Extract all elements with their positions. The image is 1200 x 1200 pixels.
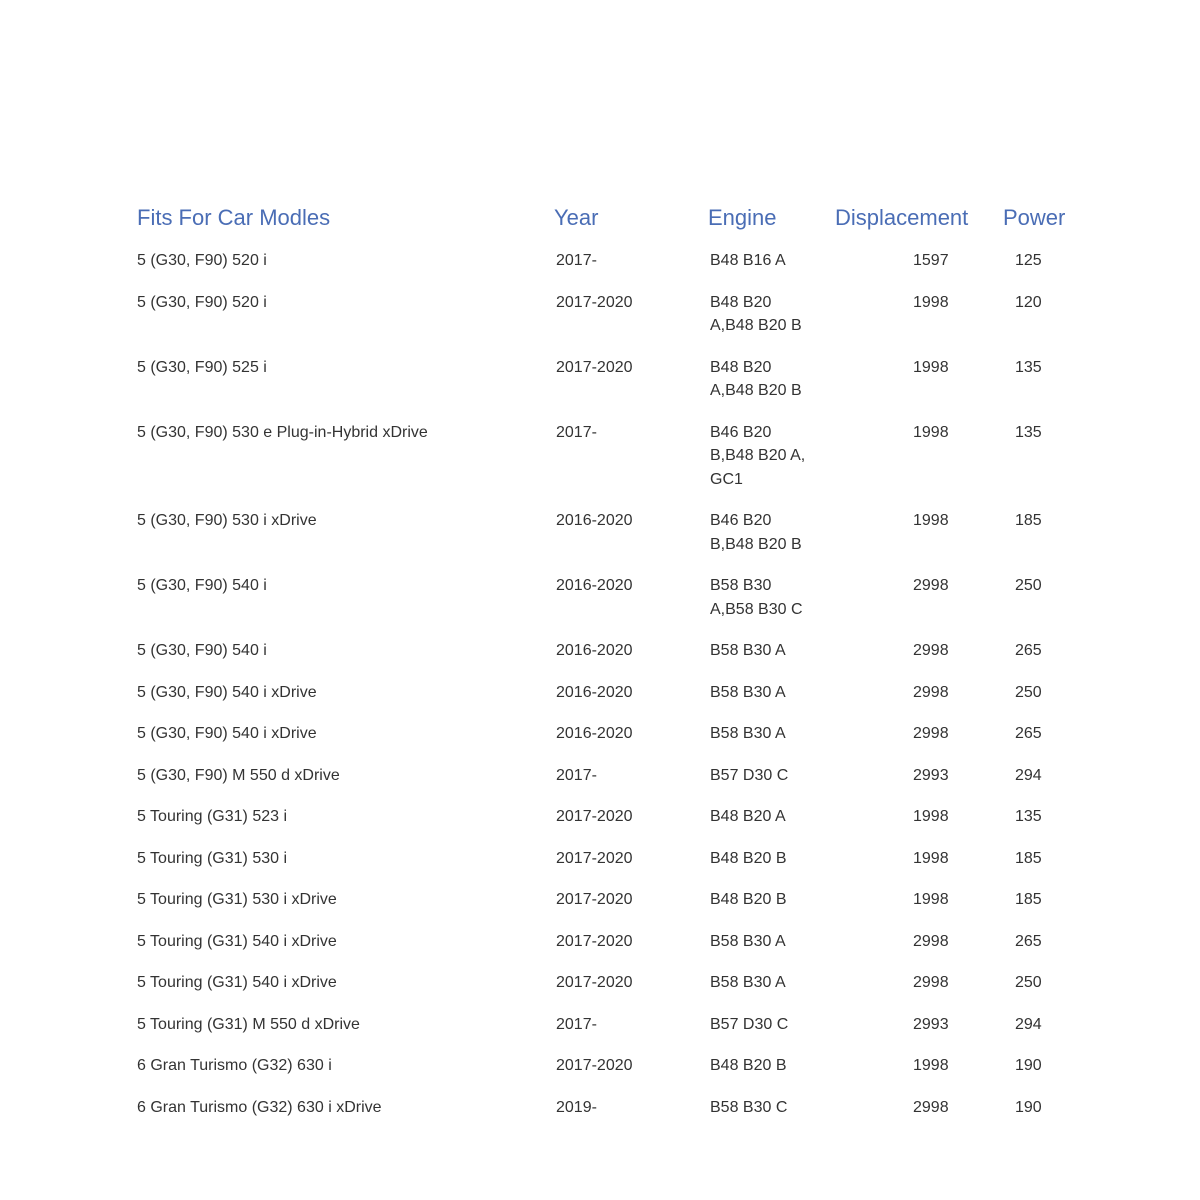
cell-model: 5 Touring (G31) 523 i xyxy=(137,808,288,825)
cell-year: 2017-2020 xyxy=(556,808,633,825)
cell-model: 5 (G30, F90) 520 i xyxy=(137,293,267,311)
cell-engine: B58 B30 A xyxy=(710,932,786,950)
cell-engine: B46 B20 B,B48 B20 A, GC1 xyxy=(710,423,806,488)
cell-engine: B48 B20 A xyxy=(710,808,786,825)
cell-year: 2017-2020 xyxy=(556,849,633,867)
cell-displacement: 2998 xyxy=(913,642,949,659)
cell-year: 2017-2020 xyxy=(556,932,633,950)
table-row xyxy=(137,839,1077,881)
cell-model: 5 Touring (G31) 540 i xDrive xyxy=(137,932,337,950)
cell-power: 135 xyxy=(1015,358,1042,376)
cell-power: 135 xyxy=(1015,423,1042,441)
cell-year: 2017- xyxy=(556,1015,597,1033)
cell-power: 185 xyxy=(1015,512,1042,529)
cell-displacement: 2993 xyxy=(913,766,949,784)
header-row xyxy=(137,205,1077,241)
cell-model: 5 (G30, F90) 540 i xyxy=(137,577,267,594)
cell-power: 120 xyxy=(1015,293,1042,311)
cell-displacement: 2998 xyxy=(913,1098,949,1116)
table-row xyxy=(137,797,1077,839)
fitment-table xyxy=(137,205,1077,1129)
cell-power: 265 xyxy=(1015,642,1042,659)
column-header-power: Power xyxy=(1003,205,1066,230)
cell-displacement: 1998 xyxy=(913,423,949,441)
cell-power: 294 xyxy=(1015,766,1042,784)
table-row xyxy=(137,963,1077,1005)
cell-engine: B48 B20 B xyxy=(710,849,787,867)
cell-power: 185 xyxy=(1015,849,1042,867)
cell-year: 2016-2020 xyxy=(556,725,633,742)
column-header-year: Year xyxy=(554,205,599,230)
cell-year: 2017-2020 xyxy=(556,891,633,908)
cell-engine: B46 B20 B,B48 B20 B xyxy=(710,512,802,553)
cell-year: 2017- xyxy=(556,252,597,269)
cell-engine: B58 B30 A xyxy=(710,974,786,991)
table-row xyxy=(137,1088,1077,1130)
cell-engine: B58 B30 A xyxy=(710,725,786,742)
table-row xyxy=(137,413,1077,502)
table-row xyxy=(137,1005,1077,1047)
cell-model: 5 (G30, F90) M 550 d xDrive xyxy=(137,766,340,784)
cell-displacement: 1998 xyxy=(913,293,949,311)
cell-displacement: 1998 xyxy=(913,358,949,376)
table-row xyxy=(137,714,1077,756)
cell-displacement: 2998 xyxy=(913,974,949,991)
cell-power: 185 xyxy=(1015,891,1042,908)
cell-power: 190 xyxy=(1015,1098,1042,1116)
cell-power: 190 xyxy=(1015,1057,1042,1074)
cell-year: 2017-2020 xyxy=(556,358,633,376)
cell-engine: B58 B30 A xyxy=(710,642,786,659)
cell-engine: B57 D30 C xyxy=(710,766,789,784)
cell-power: 294 xyxy=(1015,1015,1042,1033)
table-row xyxy=(137,348,1077,413)
table-row xyxy=(137,631,1077,673)
table-row xyxy=(137,880,1077,922)
cell-model: 6 Gran Turismo (G32) 630 i xyxy=(137,1057,332,1074)
table-row xyxy=(137,756,1077,798)
cell-displacement: 1998 xyxy=(913,512,949,529)
cell-model: 5 (G30, F90) 540 i xyxy=(137,642,267,659)
table-row xyxy=(137,241,1077,283)
table-row xyxy=(137,1046,1077,1088)
cell-engine: B48 B20 B xyxy=(710,1057,787,1074)
cell-displacement: 2998 xyxy=(913,683,949,701)
cell-model: 5 (G30, F90) 540 i xDrive xyxy=(137,725,317,742)
cell-year: 2017-2020 xyxy=(556,293,633,311)
cell-year: 2016-2020 xyxy=(556,683,633,701)
cell-engine: B57 D30 C xyxy=(710,1015,789,1033)
cell-model: 5 Touring (G31) 540 i xDrive xyxy=(137,974,337,991)
cell-model: 5 (G30, F90) 520 i xyxy=(137,252,267,269)
fitment-table-header xyxy=(137,205,1077,241)
cell-displacement: 1597 xyxy=(913,252,949,269)
cell-year: 2016-2020 xyxy=(556,577,633,594)
cell-model: 5 (G30, F90) 530 i xDrive xyxy=(137,512,317,529)
cell-displacement: 1998 xyxy=(913,1057,949,1074)
cell-model: 5 (G30, F90) 540 i xDrive xyxy=(137,683,317,701)
cell-displacement: 1998 xyxy=(913,891,949,908)
cell-displacement: 2998 xyxy=(913,725,949,742)
column-header-model: Fits For Car Modles xyxy=(137,205,331,230)
column-header-engine: Engine xyxy=(708,205,777,230)
cell-power: 265 xyxy=(1015,932,1042,950)
cell-year: 2017- xyxy=(556,766,597,784)
cell-power: 250 xyxy=(1015,974,1042,991)
cell-engine: B48 B16 A xyxy=(710,252,786,269)
table-row xyxy=(137,501,1077,566)
cell-year: 2017-2020 xyxy=(556,974,633,991)
cell-year: 2016-2020 xyxy=(556,642,633,659)
cell-power: 125 xyxy=(1015,252,1042,269)
cell-year: 2016-2020 xyxy=(556,512,633,529)
fitment-table-body xyxy=(137,241,1077,1129)
column-header-displacement: Displacement xyxy=(835,205,969,230)
cell-model: 5 Touring (G31) M 550 d xDrive xyxy=(137,1015,360,1033)
table-row xyxy=(137,673,1077,715)
cell-model: 5 Touring (G31) 530 i xyxy=(137,849,288,867)
cell-model: 5 Touring (G31) 530 i xDrive xyxy=(137,891,337,908)
cell-engine: B48 B20 A,B48 B20 B xyxy=(710,293,802,334)
cell-engine: B58 B30 C xyxy=(710,1098,788,1116)
cell-year: 2019- xyxy=(556,1098,597,1116)
cell-power: 250 xyxy=(1015,683,1042,701)
cell-model: 5 (G30, F90) 525 i xyxy=(137,358,267,376)
cell-engine: B58 B30 A xyxy=(710,683,786,701)
cell-power: 135 xyxy=(1015,808,1042,825)
cell-displacement: 2998 xyxy=(913,932,949,950)
table-row xyxy=(137,283,1077,348)
cell-engine: B48 B20 A,B48 B20 B xyxy=(710,358,802,399)
cell-engine: B48 B20 B xyxy=(710,891,787,908)
cell-engine: B58 B30 A,B58 B30 C xyxy=(710,577,803,618)
cell-displacement: 1998 xyxy=(913,849,949,867)
cell-model: 5 (G30, F90) 530 e Plug-in-Hybrid xDrive xyxy=(137,423,428,441)
table-row xyxy=(137,922,1077,964)
cell-power: 250 xyxy=(1015,577,1042,594)
cell-year: 2017-2020 xyxy=(556,1057,633,1074)
table-row xyxy=(137,566,1077,631)
cell-displacement: 2993 xyxy=(913,1015,949,1033)
cell-model: 6 Gran Turismo (G32) 630 i xDrive xyxy=(137,1098,382,1116)
cell-year: 2017- xyxy=(556,423,597,441)
cell-power: 265 xyxy=(1015,725,1042,742)
cell-displacement: 2998 xyxy=(913,577,949,594)
cell-displacement: 1998 xyxy=(913,808,949,825)
